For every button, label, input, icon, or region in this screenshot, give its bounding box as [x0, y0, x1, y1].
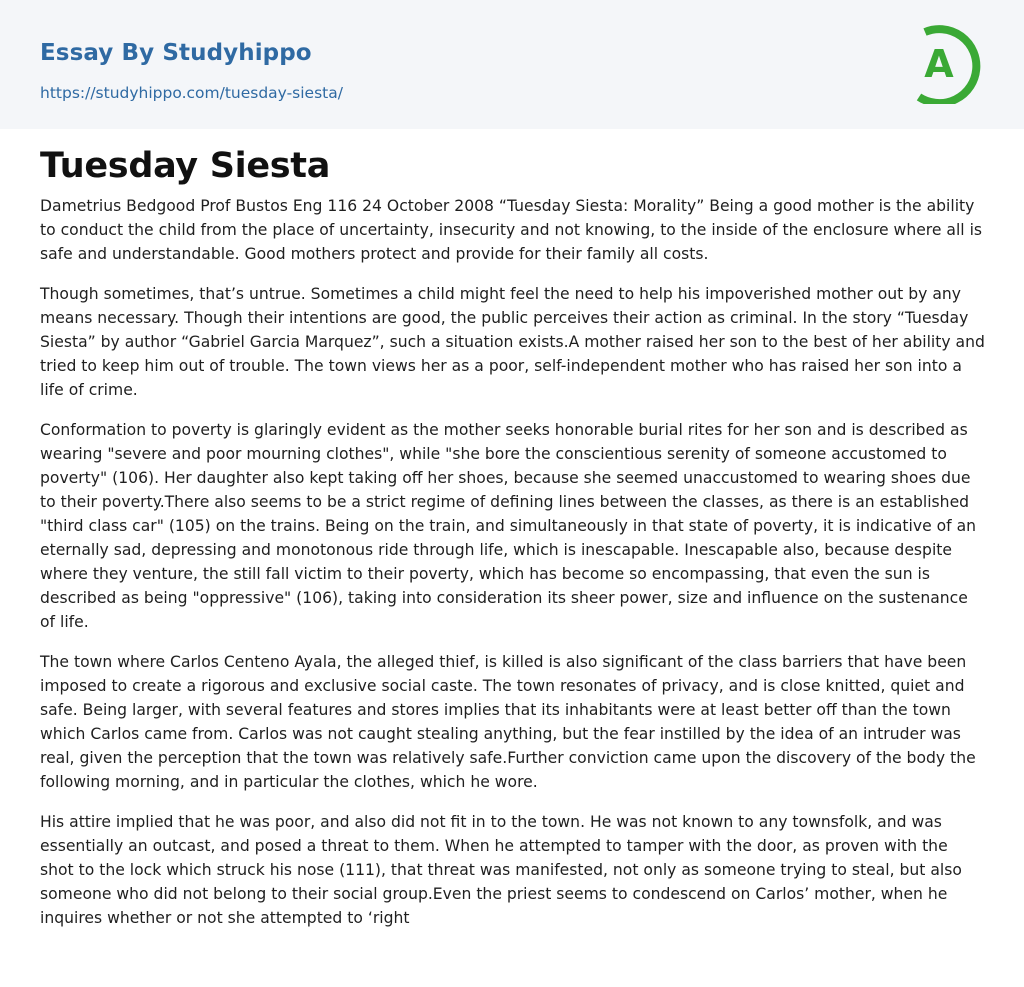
paragraph: The town where Carlos Centeno Ayala, the alleged thief, is killed is also significant of the class barriers that have been imposed to create a rigorous and exclusive social caste. The town resonates of privacy, and is close knitted, quiet and safe. Being larger, with several features and stores implies that its inhabitants were at least better off than the town which Carlos came from. Carlos was not caught stealing anything, but the fear instilled by the idea of an intruder was real, given the perception that the town was relatively safe.Further conviction came upon the discovery of the body the following morning, and in particular the clothes, which he wore. — [40, 653, 976, 791]
paragraph: Though sometimes, that’s untrue. Sometimes a child might feel the need to help his impoverished mother out by any means necessary. Though their intentions are good, the public perceives their action as criminal. In the story “Tuesday Siesta” by author “Gabriel Garcia Marquez”, such a situation exists.A mother raised her son to the best of her ability and tried to keep him out of trouble. The town views her as a poor, self-independent mother who has raised her son into a life of crime. — [40, 285, 985, 399]
paragraph: Conformation to poverty is glaringly evident as the mother seeks honorable burial rites for her son and is described as wearing "severe and poor mourning clothes", while "she bore the conscientious serenity of someone accustomed to poverty" (106). Her daughter also kept taking off her shoes, because she seemed unaccustomed to wearing shoes due to their poverty.There also seems to be a strict regime of defining lines between the classes, as there is an established "third class car" (105) on the trains. Being on the train, and simultaneously in that state of poverty, it is indicative of an eternally sad, depressing and monotonous ride through life, which is inescapable. Inescapable also, because despite where they venture, the still fall victim to their poverty, which has become so encompassing, that even the sun is described as being "oppressive" (106), taking into consideration its sheer power, size and influence on the sustenance of life. — [40, 421, 977, 631]
paragraph: Dametrius Bedgood Prof Bustos Eng 116 24 October 2008 “Tuesday Siesta: Morality” Being a good mother is the ability to conduct the child from the place of uncertainty, insecurity and not knowing, to the inside of the enclosure where all is safe and understandable. Good mothers protect and provide for their family all costs. — [40, 197, 983, 263]
logo-letter: A — [924, 42, 954, 86]
essay-url-link[interactable]: https://studyhippo.com/tuesday-siesta/ — [40, 84, 343, 102]
site-brand[interactable]: Essay By Studyhippo — [40, 40, 312, 66]
logo-ring — [897, 20, 985, 104]
studyhippo-logo-icon[interactable] — [897, 20, 985, 104]
page-header — [0, 0, 1024, 129]
paragraph: His attire implied that he was poor, and also did not fit in to the town. He was not known to any townsfolk, and was essentially an outcast, and posed a threat to them. When he attempted to tamper with the door, as proven with the shot to the lock which struck his nose (111), that threat was manifested, not only as someone trying to steal, but also someone who did not belong to their social group.Even the priest seems to condescend on Carlos’ mother, when he inquires whether or not she attempted to ‘right — [40, 813, 962, 927]
article-body — [40, 194, 986, 946]
article-title: Tuesday Siesta — [40, 146, 331, 186]
